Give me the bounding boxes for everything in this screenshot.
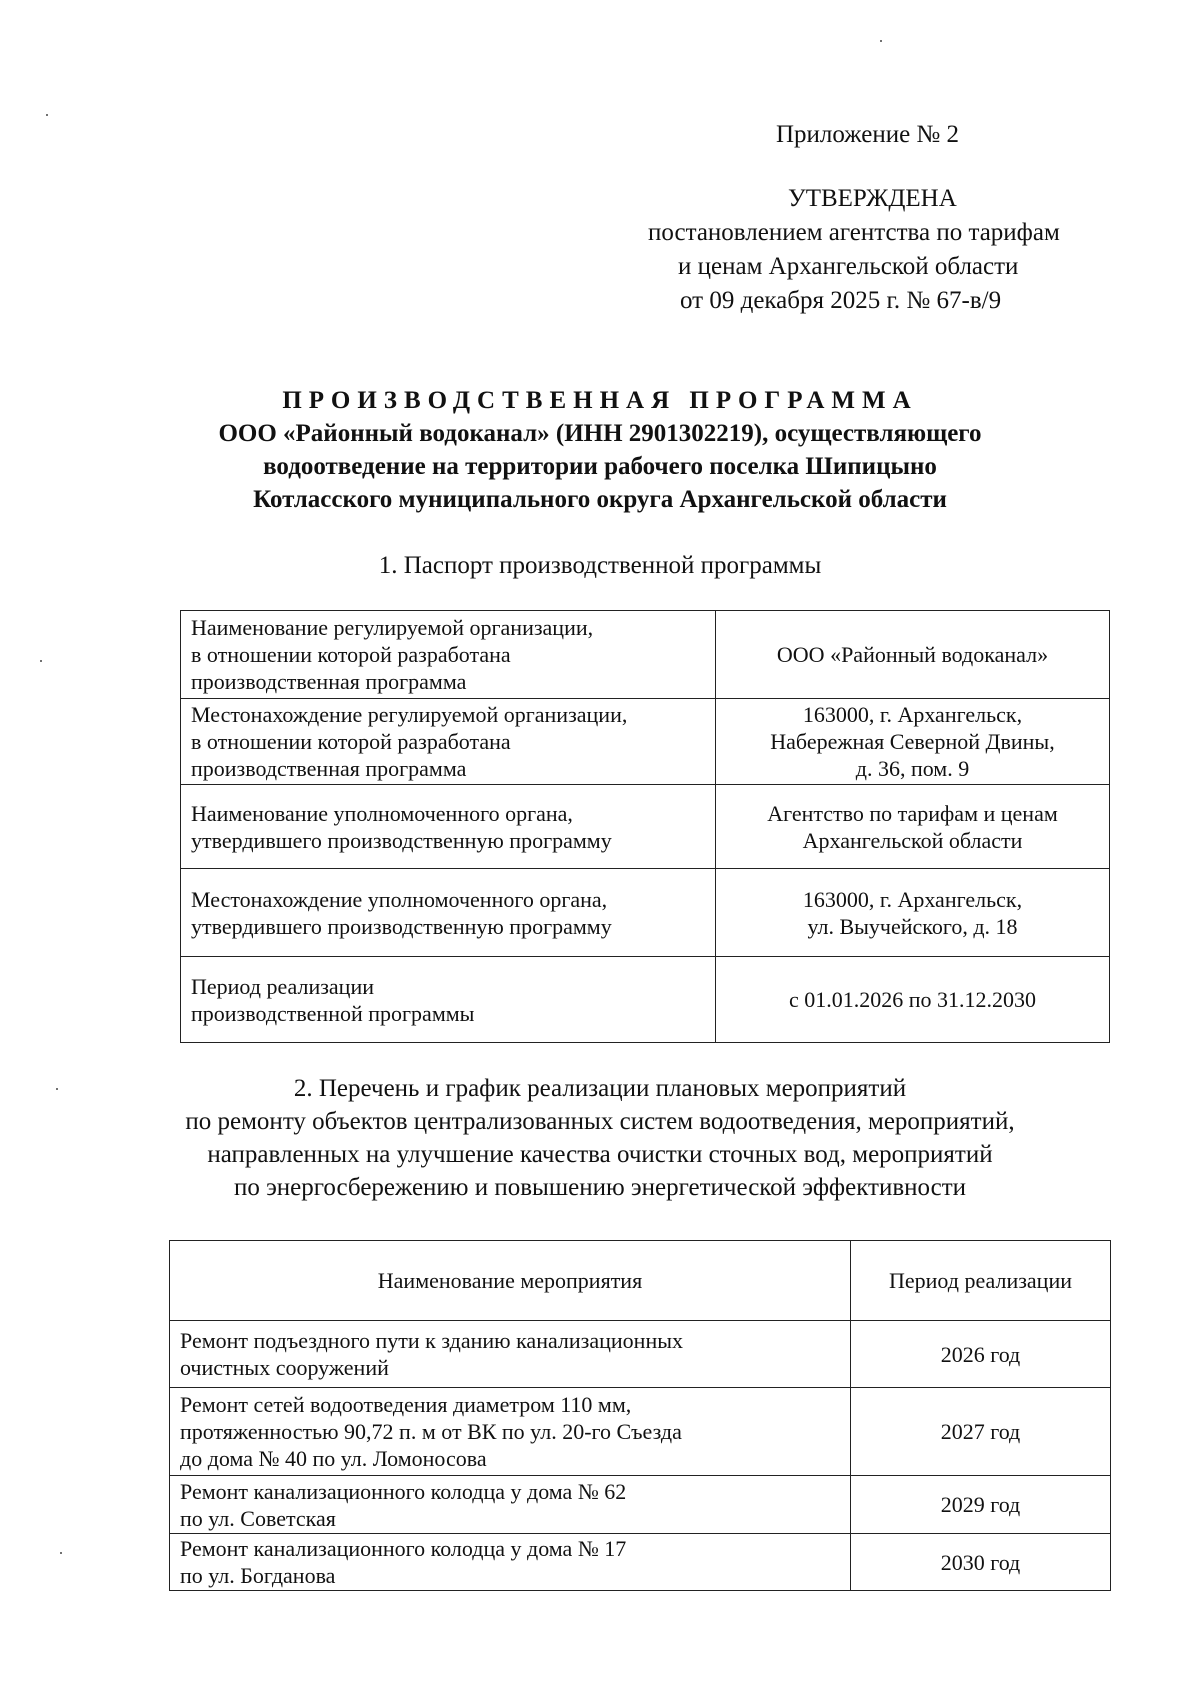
appendix-number: Приложение № 2 xyxy=(776,121,960,148)
approval-line: от 09 декабря 2025 г. № 67-в/9 xyxy=(680,287,1002,314)
passport-label: Наименование регулируемой организации, в отношении которой разработана производственная программа xyxy=(181,611,716,699)
table-row xyxy=(181,957,1110,1043)
approval-line: и ценам Архангельской области xyxy=(678,253,1019,280)
measure-name: Ремонт сетей водоотведения диаметром 110 мм, протяженностью 90,72 п. м от ВК по ул. 20-го Съезда до дома № 40 по ул. Ломоносова xyxy=(170,1388,851,1476)
title-heading: ПРОИЗВОДСТВЕННАЯ ПРОГРАММА xyxy=(282,387,918,414)
measure-period: 2030 год xyxy=(851,1534,1111,1591)
table-row xyxy=(181,869,1110,957)
measure-name: Ремонт подъездного пути к зданию канализационных очистных сооружений xyxy=(170,1321,851,1388)
column-header-period: Период реализации xyxy=(851,1241,1111,1321)
table-row xyxy=(181,785,1110,869)
document-title xyxy=(160,384,1040,516)
measure-name: Ремонт канализационного колодца у дома № 17 по ул. Богданова xyxy=(170,1534,851,1591)
scan-speck xyxy=(46,114,48,116)
passport-table xyxy=(180,610,1110,1043)
passport-label: Местонахождение регулируемой организации, в отношении которой разработана производственная программа xyxy=(181,699,716,785)
table-row xyxy=(170,1476,1111,1534)
section-2-heading: 2. Перечень и график реализации плановых мероприятий по ремонту объектов централизованных систем водоотведения, мероприятий, направленных на улучшение качества очистки сточных вод, мероприятий по энергосбережению и повышению энергетической эффективности xyxy=(185,1075,1015,1201)
table-row xyxy=(181,611,1110,699)
table-row xyxy=(170,1388,1111,1476)
passport-label: Местонахождение уполномоченного органа, утвердившего производственную программу xyxy=(181,869,716,957)
title-line: ООО «Районный водоканал» (ИНН 2901302219), осуществляющего xyxy=(218,420,982,447)
passport-label: Наименование уполномоченного органа, утвердившего производственную программу xyxy=(181,785,716,869)
column-header-name: Наименование мероприятия xyxy=(170,1241,851,1321)
passport-value: ООО «Районный водоканал» xyxy=(716,611,1110,699)
measure-name: Ремонт канализационного колодца у дома № 62 по ул. Советская xyxy=(170,1476,851,1534)
approval-line: постановлением агентства по тарифам xyxy=(648,219,1060,246)
passport-value: 163000, г. Архангельск, Набережная Северной Двины, д. 36, пом. 9 xyxy=(716,699,1110,785)
table-row xyxy=(170,1534,1111,1591)
section-1-heading: 1. Паспорт производственной программы xyxy=(378,552,822,579)
title-line: Котласского муниципального округа Архангельской области xyxy=(253,486,947,513)
table-header-row xyxy=(170,1241,1111,1321)
measure-period: 2026 год xyxy=(851,1321,1111,1388)
scan-speck xyxy=(60,1552,62,1554)
measures-table xyxy=(169,1240,1111,1591)
scan-speck xyxy=(40,660,42,662)
passport-label: Период реализации производственной программы xyxy=(181,957,716,1043)
passport-value: с 01.01.2026 по 31.12.2030 xyxy=(716,957,1110,1043)
title-line: водоотведение на территории рабочего поселка Шипицыно xyxy=(263,453,937,480)
passport-value: Агентство по тарифам и ценам Архангельской области xyxy=(716,785,1110,869)
scan-speck xyxy=(56,1088,58,1090)
passport-value: 163000, г. Архангельск, ул. Выучейского, д. 18 xyxy=(716,869,1110,957)
measure-period: 2027 год xyxy=(851,1388,1111,1476)
scan-speck xyxy=(880,40,882,42)
table-row xyxy=(170,1321,1111,1388)
measure-period: 2029 год xyxy=(851,1476,1111,1534)
approved-label: УТВЕРЖДЕНА xyxy=(788,185,957,212)
table-row xyxy=(181,699,1110,785)
